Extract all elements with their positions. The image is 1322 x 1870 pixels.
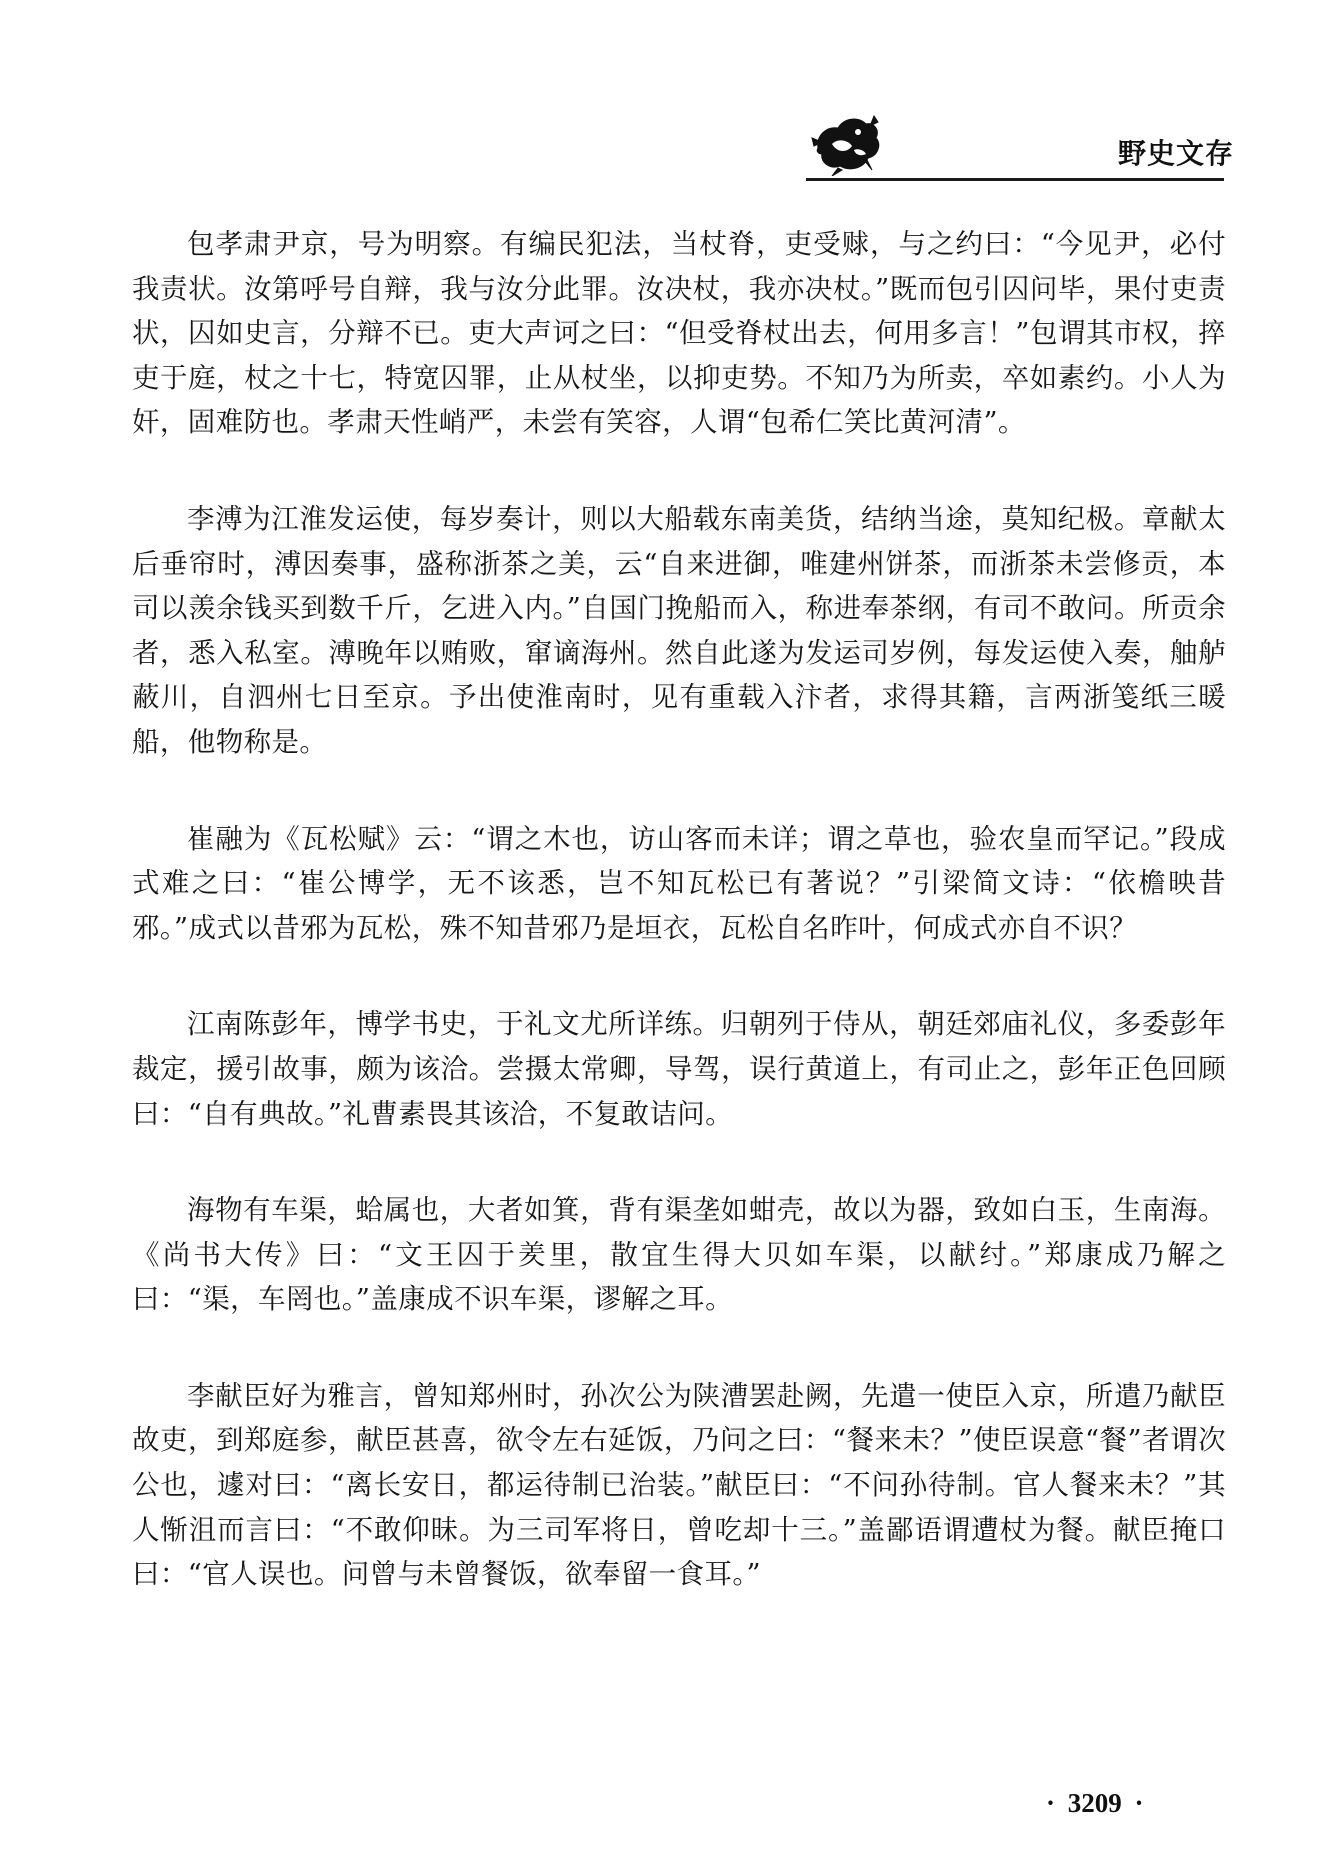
page-number: · 3209 · bbox=[1046, 1788, 1144, 1818]
paragraph-li-xianchen: 李献臣好为雅言，曾知郑州时，孙次公为陕漕罢赴阙，先遣一使臣入京，所遣乃献臣故吏，到郑庭参，献臣甚喜，欲令左右延饭，乃问之曰：“餐来未？”使臣误意“餐”者谓次公也，遽对曰：“离长安日，都运待制已治装。”献臣曰：“不问孙待制。官人餐来未？”其人惭沮而言曰：“不敢仰昧。为三司军将日，曾吃却十三。”盖鄙语谓遭杖为餐。献臣掩口曰：“官人误也。问曾与未曾餐饭，欲奉留一食耳。” bbox=[132, 1379, 1226, 1591]
paragraph-chen-pengnian: 江南陈彭年，博学书史，于礼文尤所详练。归朝列于侍从，朝廷郊庙礼仪，多委彭年裁定，援引故事，颇为该洽。尝摄太常卿，导驾，误行黄道上，有司止之，彭年正色回顾曰：“自有典故。”礼曹素畏其该洽，不复敢诘问。 bbox=[132, 1008, 1226, 1130]
main-text bbox=[132, 222, 1226, 1649]
paragraph-li-pu: 李溥为江淮发运使，每岁奏计，则以大船载东南美货，结纳当途，莫知纪极。章献太后垂帘时，溥因奏事，盛称浙茶之美，云“自来进御，唯建州饼茶，而浙茶未尝修贡，本司以羡余钱买到数千斤，乞进入内。”自国门挽船而入，称进奉茶纲，有司不敢问。所贡余者，悉入私室。溥晚年以贿败，窜谪海州。然自此遂为发运司岁例，每发运使入奏，舳舻蔽川，自泗州七日至京。予出使淮南时，见有重载入汴者，求得其籍，言两浙笺纸三暖船，他物称是。 bbox=[132, 502, 1226, 758]
header-rule bbox=[806, 178, 1224, 181]
dragon-emblem-icon bbox=[808, 108, 884, 176]
paragraph-cui-rong: 崔融为《瓦松赋》云：“谓之木也，访山客而未详；谓之草也，验农皇而罕记。”段成式难之曰：“崔公博学，无不该悉，岂不知瓦松已有著说？”引梁简文诗：“依檐映昔邪。”成式以昔邪为瓦松，殊不知昔邪乃是垣衣，瓦松自名昨叶，何成式亦自不识？ bbox=[132, 822, 1226, 944]
paragraph-chequ: 海物有车渠，蛤属也，大者如箕，背有渠垄如蚶壳，故以为器，致如白玉，生南海。《尚书大传》曰：“文王囚于羑里，散宜生得大贝如车渠，以献纣。”郑康成乃解之曰：“渠，车罔也。”盖康成不识车渠，谬解之耳。 bbox=[132, 1194, 1226, 1316]
page-header bbox=[0, 0, 1322, 190]
running-title: 野史文存 bbox=[1118, 137, 1235, 170]
paragraph-bao-xiaosu: 包孝肃尹京，号为明察。有编民犯法，当杖脊，吏受赇，与之约曰：“今见尹，必付我责状。汝第呼号自辩，我与汝分此罪。汝决杖，我亦决杖。”既而包引囚问毕，果付吏责状，囚如史言，分辩不已。吏大声诃之曰：“但受脊杖出去，何用多言！”包谓其市权，捽吏于庭，杖之十七，特宽囚罪，止从杖坐，以抑吏势。不知乃为所卖，卒如素约。小人为奸，固难防也。孝肃天性峭严，未尝有笑容，人谓“包希仁笑比黄河清”。 bbox=[132, 228, 1226, 439]
